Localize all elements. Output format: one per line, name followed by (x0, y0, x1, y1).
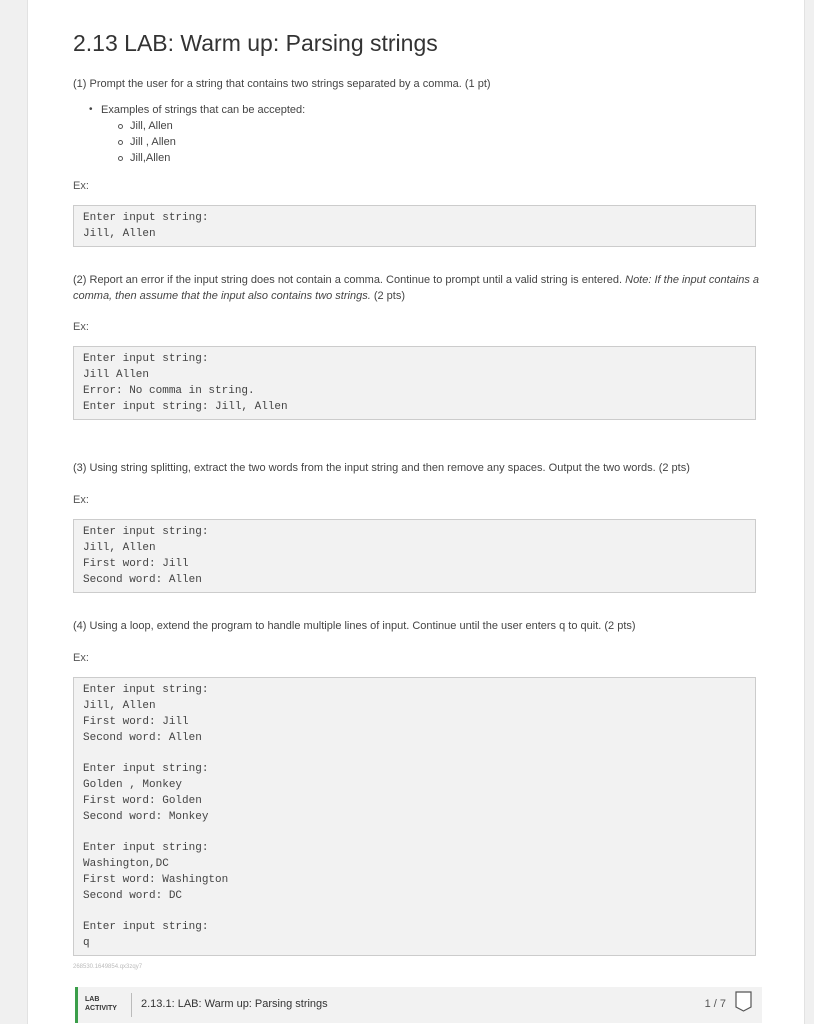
page-card (27, 0, 805, 1024)
example-label: Ex: (73, 494, 89, 506)
accepted-examples-label: Examples of strings that can be accepted: (101, 104, 306, 116)
example-label: Ex: (73, 652, 89, 664)
lab-score: 1 / 7 (704, 998, 726, 1010)
step-4-text: (4) Using a loop, extend the program to handle multiple lines of input. Continue until the user enters q to quit. (2 pts) (73, 620, 636, 632)
code-line: Enter input string: Jill, Allen (83, 401, 288, 413)
example-label: Ex: (73, 321, 89, 333)
lab-label-line-2: ACTIVITY (85, 1005, 117, 1012)
list-item: Jill , Allen (130, 134, 305, 150)
example-3-code-block (73, 519, 756, 593)
example-label: Ex: (73, 180, 89, 192)
list-item: Jill,Allen (130, 150, 305, 166)
code-line: Enter input string: (83, 763, 209, 775)
code-line: Enter input string: (83, 921, 209, 933)
step-3-text: (3) Using string splitting, extract the two words from the input string and then remove any spaces. Output the two words. (2 pts) (73, 462, 690, 474)
code-line: Second word: Allen (83, 732, 202, 744)
code-line: Golden , Monkey (83, 779, 183, 791)
code-line: First word: Golden (83, 795, 202, 807)
accepted-examples-sublist (101, 118, 305, 166)
code-line: Enter input string: (83, 212, 209, 224)
step-2-text (73, 272, 760, 304)
step-2-note: Note: If the input contains a comma, then assume that the input also contains two strings. (73, 274, 760, 302)
example-1-code-block (73, 205, 756, 247)
lab-activity-title: 2.13.1: LAB: Warm up: Parsing strings (141, 998, 328, 1010)
code-line: Jill, Allen (83, 700, 156, 712)
lab-activity-label (85, 995, 117, 1013)
tracking-tag: 268530.1649854.qx3zqy7 (73, 964, 143, 970)
code-line: First word: Washington (83, 874, 229, 886)
lab-divider (131, 993, 132, 1017)
code-line: Enter input string: (83, 684, 209, 696)
step-2-main: (2) Report an error if the input string does not contain a comma. Continue to prompt until a valid string is entered. (73, 274, 626, 286)
code-line: q (83, 937, 90, 949)
accepted-examples-list (91, 102, 305, 166)
list-item (91, 102, 305, 166)
code-line: Jill, Allen (83, 542, 156, 554)
code-line: Second word: Allen (83, 574, 202, 586)
code-line: First word: Jill (83, 716, 189, 728)
completion-badge-icon (735, 991, 752, 1012)
example-4-code-block (73, 677, 756, 956)
list-item: Jill, Allen (130, 118, 305, 134)
code-line: Enter input string: (83, 353, 209, 365)
code-line: Second word: DC (83, 890, 183, 902)
lab-activity-bar[interactable] (75, 987, 762, 1023)
example-2-code-block (73, 346, 756, 420)
code-line: Jill, Allen (83, 228, 156, 240)
code-line: First word: Jill (83, 558, 189, 570)
page-title: 2.13 LAB: Warm up: Parsing strings (73, 30, 438, 56)
lab-label-line-1: LAB (85, 996, 100, 1003)
code-line: Washington,DC (83, 858, 169, 870)
code-line: Second word: Monkey (83, 811, 209, 823)
code-line: Jill Allen (83, 369, 150, 381)
step-2-points: (2 pts) (370, 290, 405, 302)
code-line: Error: No comma in string. (83, 385, 255, 397)
code-line: Enter input string: (83, 526, 209, 538)
code-line: Enter input string: (83, 842, 209, 854)
step-1-text: (1) Prompt the user for a string that contains two strings separated by a comma. (1 pt) (73, 78, 491, 90)
